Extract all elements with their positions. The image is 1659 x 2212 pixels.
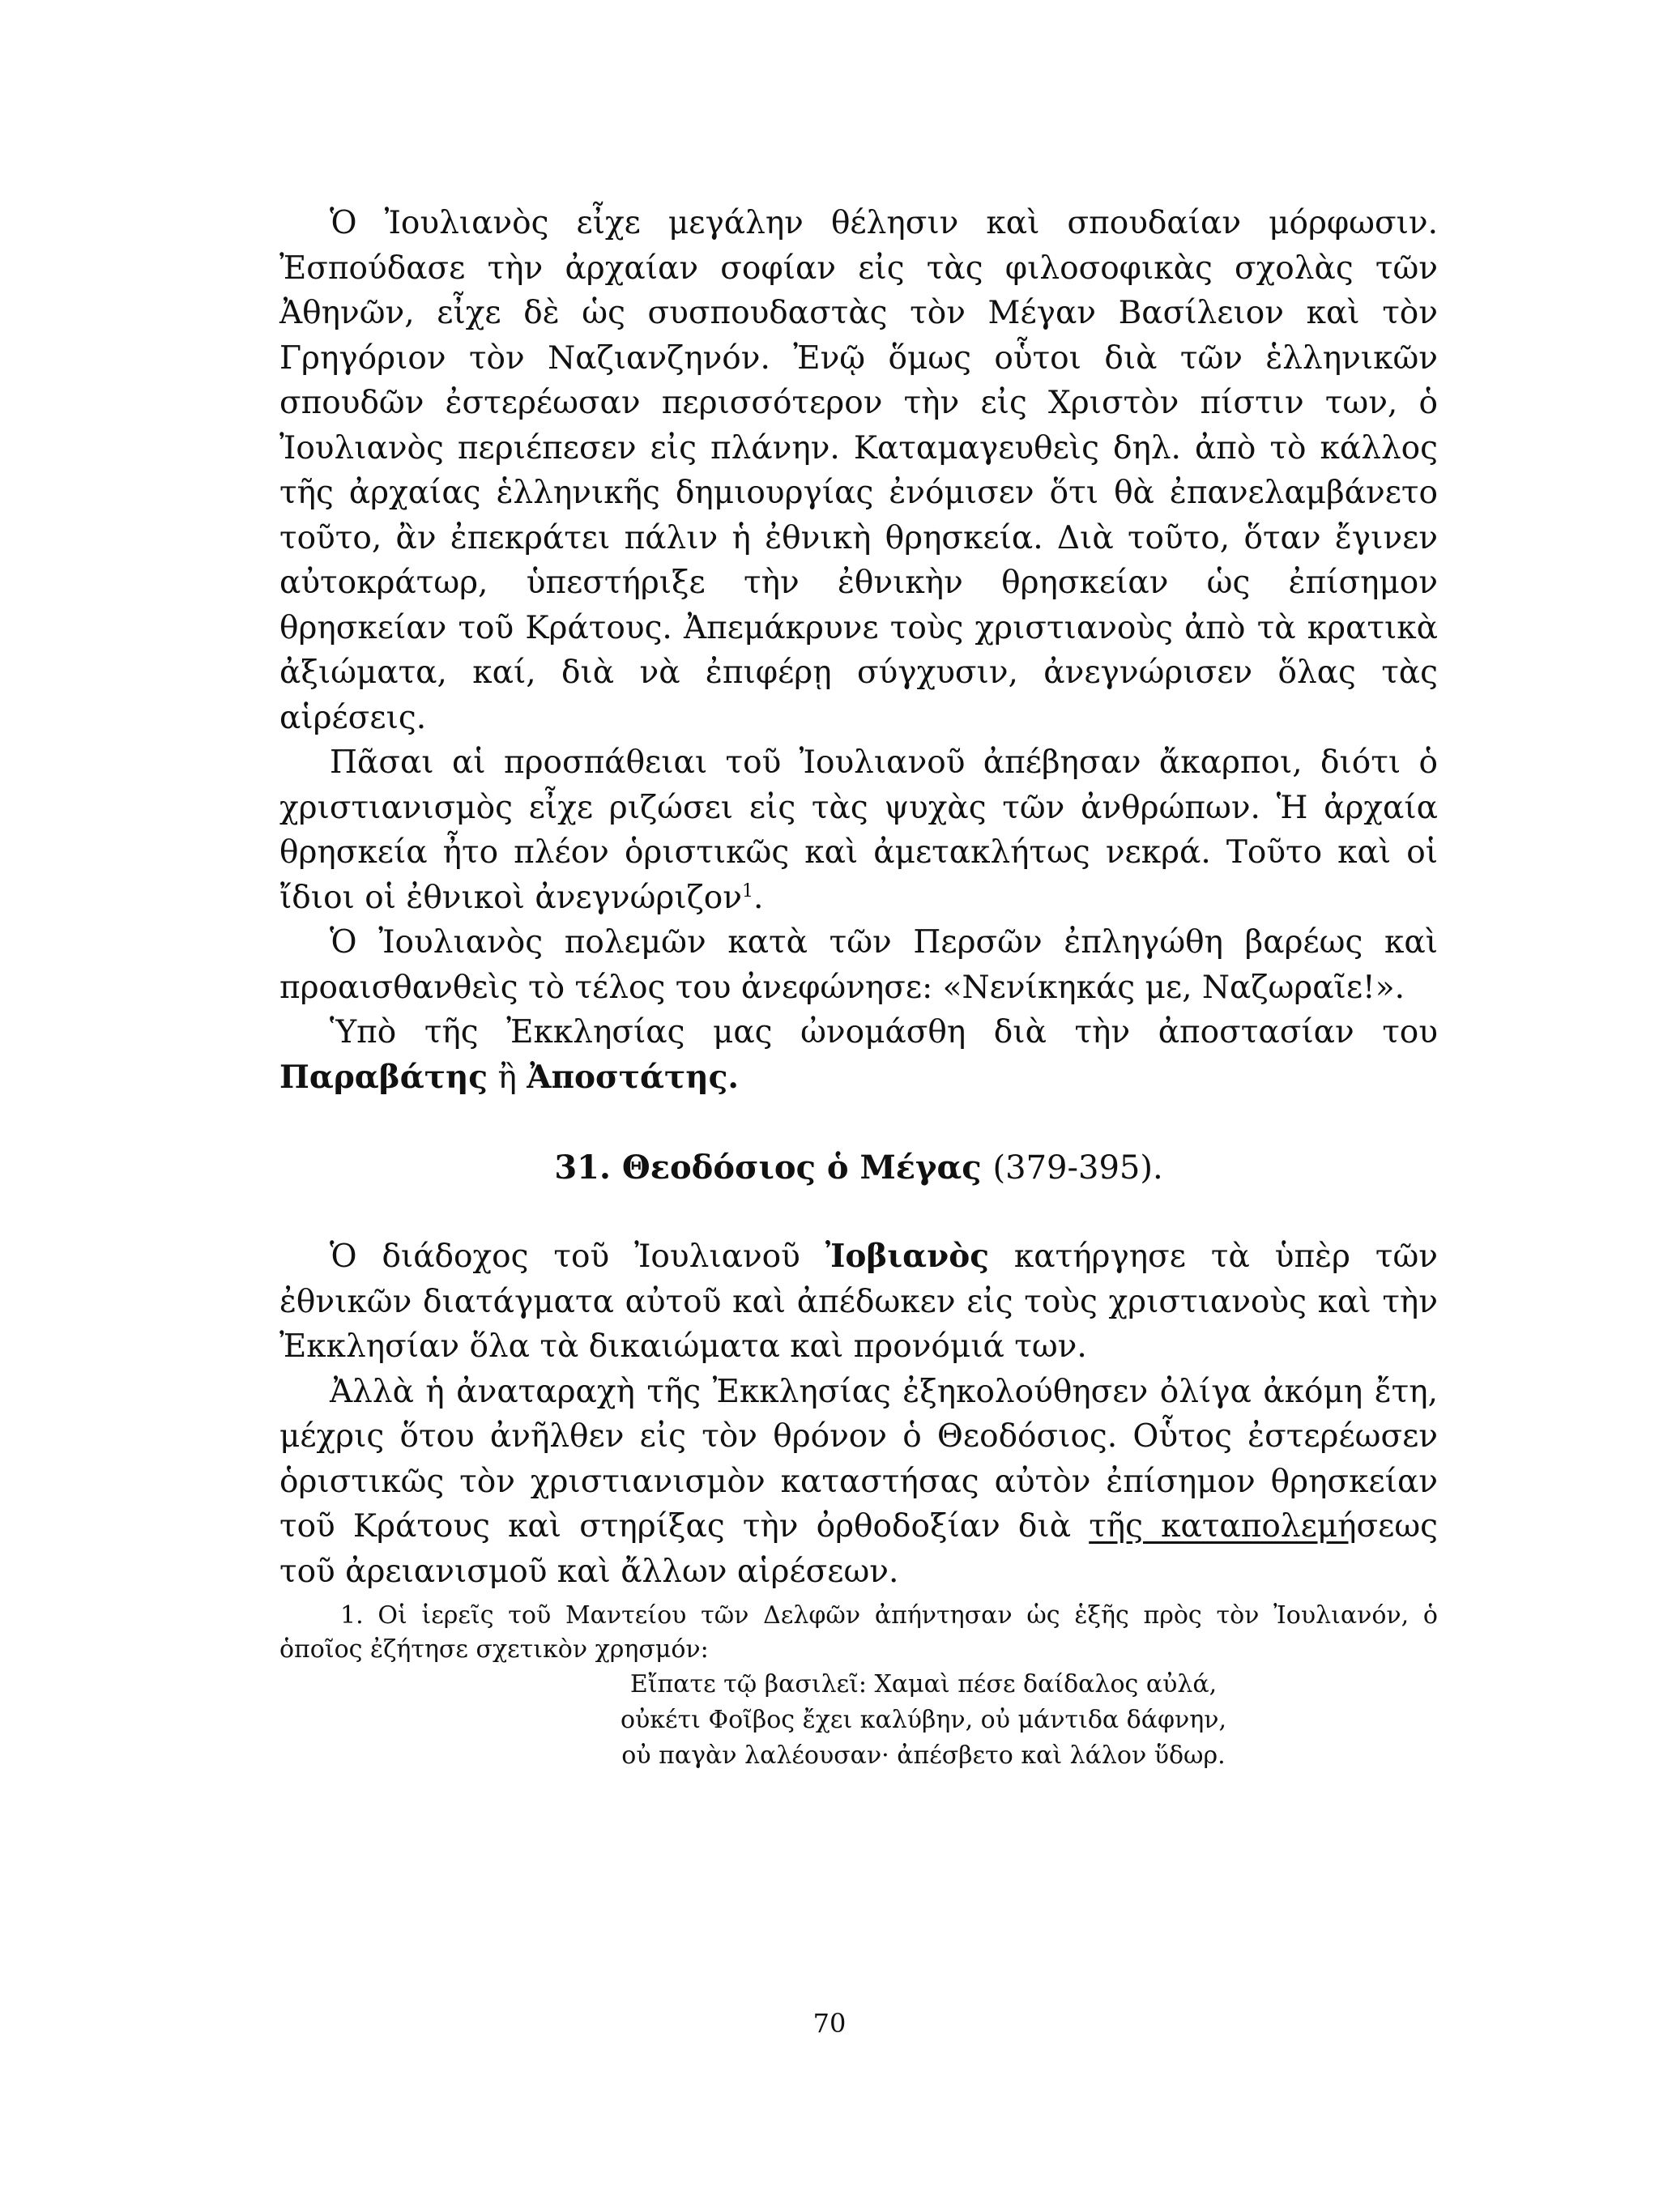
- bold-term-iovianos: Ἰοβιανὸς: [825, 1238, 989, 1275]
- paragraph-theodosius: [279, 1370, 1438, 1595]
- footnote-text: 1. Οἱ ἱερεῖς τοῦ Μαντείου τῶν Δελφῶν ἀπήντησαν ὡς ἑξῆς πρὸς τὸν Ἰουλιανόν, ὁ ὁποῖος ἐζήτησε σχετικὸν χρησμόν:: [279, 1601, 1438, 1664]
- paragraph-text: κατήργησε τὰ ὑπὲρ τῶν ἐθνικῶν διατάγματα αὐτοῦ καὶ ἀπέδωκεν εἰς τοὺς χριστιανοὺς καὶ τὴν Ἐκκλησίαν ὅλα τὰ δικαιώματα καὶ προνόμιά των.: [279, 1238, 1438, 1365]
- conjunction: ἢ: [497, 1059, 517, 1096]
- paragraph-text: Ὁ διάδοχος τοῦ Ἰουλιανοῦ: [330, 1238, 800, 1275]
- underlined-text: τῆς καταπολεμή: [1089, 1508, 1357, 1545]
- bold-term-apostatis: Ἀποστάτης: [527, 1058, 728, 1096]
- paragraph-julian-name: [279, 1010, 1438, 1100]
- paragraph-text: Ἀλλὰ ἡ ἀναταραχὴ τῆς Ἐκκλησίας ἐξηκολούθησεν ὀλίγα ἀκόμη ἔτη, μέχρις ὅτου ἀνῆλθεν εἰς τὸν θρόνον ὁ Θεοδόσιος. Οὗτος ἐστερέωσεν ὁριστικῶς τὸν χριστιανισμὸν καταστήσας αὐτὸν ἐπίσημον θρησκείαν τοῦ Κράτους καὶ στηρίξας τὴν ὀρθοδοξίαν διὰ: [279, 1373, 1438, 1545]
- paragraph-julian-death: [279, 920, 1438, 1010]
- heading-years: (379-395).: [992, 1149, 1163, 1187]
- page-number: 70: [812, 2008, 847, 2039]
- verse-line: Εἴπατε τῷ βασιλεῖ: Χαμαὶ πέσε δαίδαλος αὐλά,: [629, 1670, 1218, 1698]
- punctuation: .: [753, 879, 764, 916]
- paragraph-text: σεως τοῦ ἀρειανισμοῦ καὶ ἄλλων αἱρέσεων.: [279, 1508, 1438, 1590]
- paragraph-jovian: [279, 1234, 1438, 1370]
- verse-line: οὐκέτι Φοῖβος ἔχει καλύβην, οὐ μάντιδα δάφνην,: [620, 1706, 1226, 1734]
- section-heading: [279, 1145, 1438, 1191]
- paragraph-text: Ὁ Ἰουλιανὸς εἶχε μεγάλην θέλησιν καὶ σπουδαίαν μόρφωσιν. Ἐσπούδασε τὴν ἀρχαίαν σοφίαν εἰς τὰς φιλοσοφικὰς σχολὰς τῶν Ἀθηνῶν, εἶχε δὲ ὡς συσπουδαστὰς τὸν Μέγαν Βασίλειον καὶ τὸν Γρηγόριον τὸν Ναζιανζηνόν. Ἐνῷ ὅμως οὗτοι διὰ τῶν ἑλληνικῶν σπουδῶν ἐστερέωσαν περισσότερον τὴν εἰς Χριστὸν πίστιν των, ὁ Ἰουλιανὸς περιέπεσεν εἰς πλάνην. Καταμαγευθεὶς δηλ. ἀπὸ τὸ κάλλος τῆς ἀρχαίας ἑλληνικῆς δημιουργίας ἐνόμισεν ὅτι θὰ ἐπανελαμβάνετο τοῦτο, ἂν ἐπεκράτει πάλιν ἡ ἐθνικὴ θρησκεία. Διὰ τοῦτο, ὅταν ἔγινεν αὐτοκράτωρ, ὑπεστήριξε τὴν ἐθνικὴν θρησκείαν ὡς ἐπίσημον θρησκείαν τοῦ Κράτους. Ἀπεμάκρυνε τοὺς χριστιανοὺς ἀπὸ τὰ κρατικὰ ἀξιώματα, καί, διὰ νὰ ἐπιφέρῃ σύγχυσιν, ἀνεγνώρισεν ὅλας τὰς αἱρέσεις.: [279, 205, 1438, 736]
- footnote-reference: 1: [741, 880, 753, 901]
- bold-term-parabatis: Παραβάτης: [279, 1058, 488, 1096]
- footnote: [279, 1599, 1438, 1667]
- verse-line: οὐ παγὰν λαλέουσαν· ἀπέσβετο καὶ λάλον ὕδωρ.: [621, 1741, 1226, 1770]
- page-body: [279, 201, 1438, 1774]
- paragraph-julian-failure: [279, 740, 1438, 920]
- paragraph-julian-education: [279, 201, 1438, 740]
- paragraph-text: Ὁ Ἰουλιανὸς πολεμῶν κατὰ τῶν Περσῶν ἐπληγώθη βαρέως καὶ προαισθανθεὶς τὸ τέλος του ἀνεφώνησε: «Νενίκηκάς με, Ναζωραῖε!».: [279, 924, 1438, 1006]
- paragraph-text: Ὑπὸ τῆς Ἐκκλησίας μας ὠνομάσθη διὰ τὴν ἀποστασίαν του: [330, 1014, 1438, 1051]
- punctuation: .: [727, 1058, 739, 1096]
- paragraph-text: Πᾶσαι αἱ προσπάθειαι τοῦ Ἰουλιανοῦ ἀπέβησαν ἄκαρποι, διότι ὁ χριστιανισμὸς εἶχε ριζώσει εἰς τὰς ψυχὰς τῶν ἀνθρώπων. Ἡ ἀρχαία θρησκεία ἦτο πλέον ὁριστικῶς καὶ ἀμετακλήτως νεκρά. Τοῦτο καὶ οἱ ἴδιοι οἱ ἐθνικοὶ ἀνεγνώριζον: [279, 744, 1438, 916]
- heading-title: 31. Θεοδόσιος ὁ Μέγας: [554, 1149, 982, 1187]
